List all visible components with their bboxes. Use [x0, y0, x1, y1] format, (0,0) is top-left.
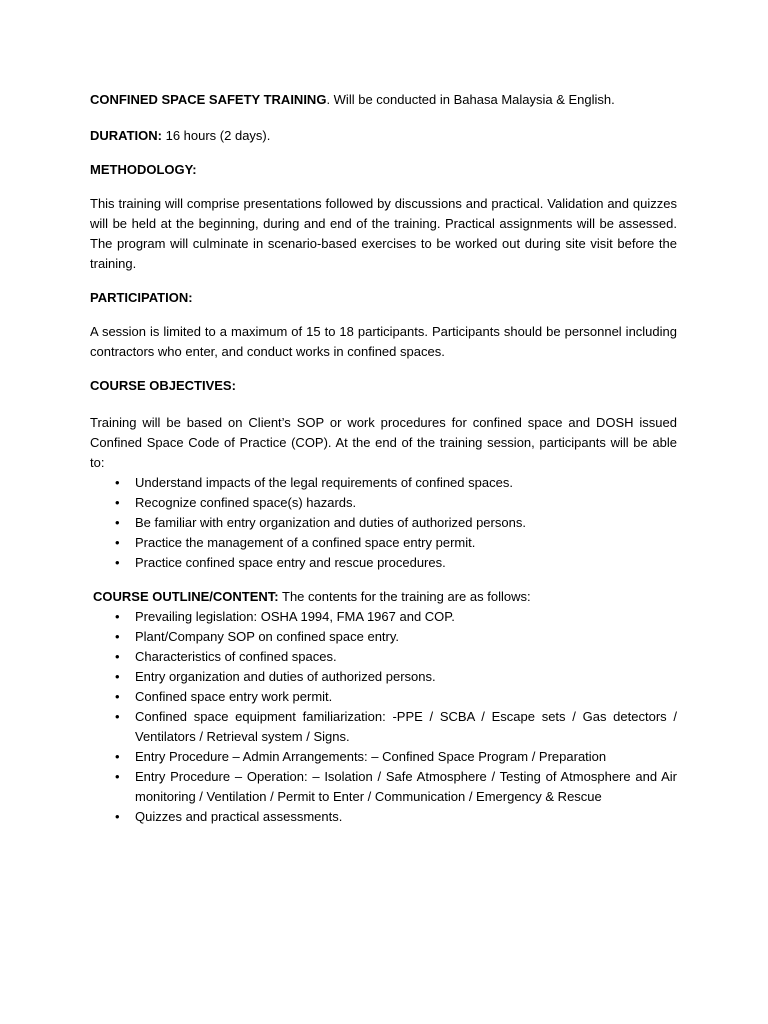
list-item: • Practice confined space entry and rescue procedures. [90, 553, 677, 573]
bullet-icon: • [115, 629, 120, 644]
list-item: • Confined space equipment familiarization: -PPE / SCBA / Escape sets / Gas detectors / Ventilators / Retrieval system / Signs. [115, 709, 677, 744]
course-title: CONFINED SPACE SAFETY TRAINING [90, 92, 327, 107]
bullet-icon: • [115, 649, 120, 664]
bullet-icon: • [115, 749, 120, 764]
bullet-icon: • [115, 475, 120, 490]
list-item: • Quizzes and practical assessments. [90, 807, 677, 827]
bullet-icon: • [115, 809, 120, 824]
outline-heading: COURSE OUTLINE/CONTENT: [93, 589, 279, 604]
intro-text: . Will be conducted in Bahasa Malaysia & English. [326, 92, 615, 107]
list-item: • Entry Procedure – Admin Arrangements: – Confined Space Program / Preparation [90, 747, 677, 767]
bullet-icon: • [115, 515, 120, 530]
list-item: • Confined space entry work permit. [90, 687, 677, 707]
duration-text: 16 hours (2 days). [161, 128, 271, 143]
participation-text: A session is limited to a maximum of 15 to 18 participants. Participants should be personnel including contractors who enter, and conduct works in confined spaces. [90, 324, 677, 359]
list-item: • Entry Procedure – Operation: – Isolation / Safe Atmosphere / Testing of Atmosphere and Air monitoring / Ventilation / Permit to Enter / Communication / Emergency & Rescue [115, 769, 677, 804]
intro-line [90, 90, 677, 110]
duration-line [90, 126, 677, 146]
duration-label: DURATION: [90, 128, 162, 143]
objectives-list [90, 473, 677, 573]
participation-heading: PARTICIPATION: [90, 290, 193, 305]
objectives-text: Training will be based on Client’s SOP or work procedures for confined space and DOSH issued Confined Space Code of Practice (COP). At the end of the training session, participants will be able to: [90, 415, 677, 470]
list-item: • Practice the management of a confined space entry permit. [90, 533, 677, 553]
bullet-icon: • [115, 669, 120, 684]
bullet-icon: • [115, 709, 120, 724]
bullet-icon: • [115, 769, 120, 784]
objectives-heading: COURSE OBJECTIVES: [90, 378, 236, 393]
document-body [90, 90, 677, 827]
bullet-icon: • [115, 689, 120, 704]
bullet-icon: • [115, 535, 120, 550]
bullet-icon: • [115, 495, 120, 510]
bullet-icon: • [115, 609, 120, 624]
list-item: • Recognize confined space(s) hazards. [90, 493, 677, 513]
outline-line [90, 587, 677, 607]
list-item: • Plant/Company SOP on confined space entry. [90, 627, 677, 647]
outline-text: The contents for the training are as follows: [278, 589, 531, 604]
bullet-icon: • [115, 555, 120, 570]
methodology-text: This training will comprise presentations followed by discussions and practical. Validation and quizzes will be held at the beginning, during and end of the training. Practical assignments will be assessed. The program will culminate in scenario-based exercises to be worked out during site visit before the training. [90, 196, 677, 271]
list-item: • Understand impacts of the legal requirements of confined spaces. [90, 473, 677, 493]
list-item: • Be familiar with entry organization and duties of authorized persons. [90, 513, 677, 533]
list-item: • Prevailing legislation: OSHA 1994, FMA 1967 and COP. [90, 607, 677, 627]
list-item: • Entry organization and duties of authorized persons. [90, 667, 677, 687]
list-item: • Characteristics of confined spaces. [90, 647, 677, 667]
outline-list [90, 607, 677, 827]
methodology-heading: METHODOLOGY: [90, 162, 197, 177]
